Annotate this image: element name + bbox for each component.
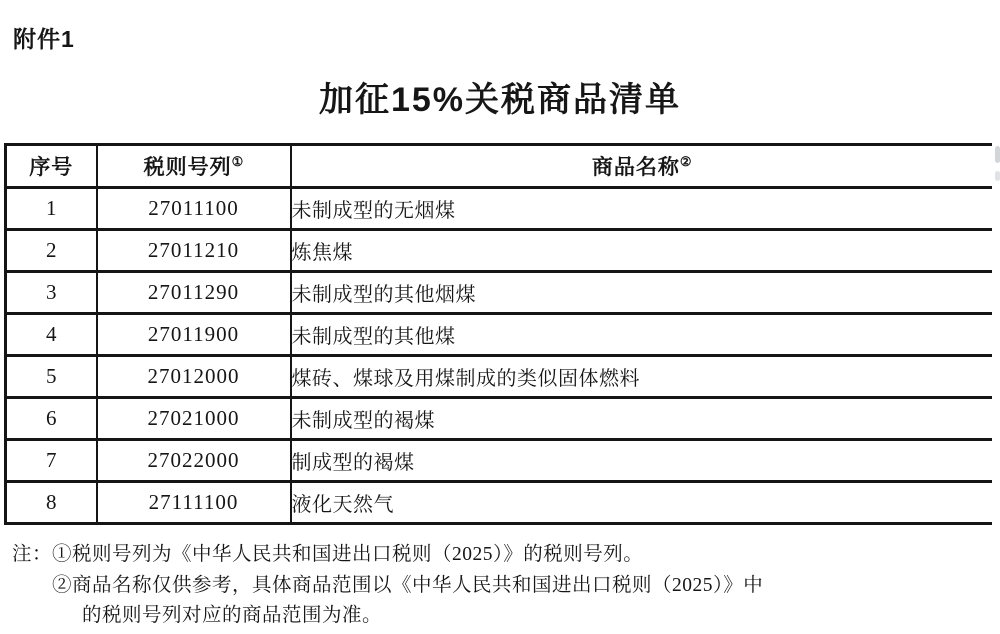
header-label: 序号 bbox=[29, 155, 74, 179]
table-row bbox=[6, 356, 993, 398]
cell-serial: 7 bbox=[6, 440, 97, 482]
cell-code: 27012000 bbox=[97, 356, 291, 398]
footnote-line: 的税则号列对应的商品范围为准。 bbox=[82, 605, 383, 626]
cell-serial: 3 bbox=[6, 272, 97, 314]
cell-code: 27111100 bbox=[97, 482, 291, 524]
cell-name: 液化天然气 bbox=[291, 482, 993, 524]
header-product-name bbox=[291, 145, 993, 188]
table-row bbox=[6, 230, 993, 272]
cell-code: 27022000 bbox=[97, 440, 291, 482]
cell-serial: 4 bbox=[6, 314, 97, 356]
cell-serial: 6 bbox=[6, 398, 97, 440]
scrollbar-thumb-icon bbox=[995, 146, 1000, 163]
footnote-line: ②商品名称仅供参考，具体商品范围以《中华人民共和国进出口税则（2025）》中 bbox=[52, 574, 764, 596]
cell-name: 未制成型的其他烟煤 bbox=[291, 272, 993, 314]
cell-code: 27011900 bbox=[97, 314, 291, 356]
cell-code: 27011290 bbox=[97, 272, 291, 314]
tariff-table bbox=[4, 143, 992, 525]
attachment-label: 附件1 bbox=[13, 26, 75, 52]
cell-name: 炼焦煤 bbox=[291, 230, 993, 272]
cell-name: 未制成型的褐煤 bbox=[291, 398, 993, 440]
cell-serial: 1 bbox=[6, 188, 97, 230]
cell-serial: 5 bbox=[6, 356, 97, 398]
header-label: 税则号列 bbox=[143, 155, 232, 179]
header-superscript: ② bbox=[679, 154, 692, 169]
cell-serial: 8 bbox=[6, 482, 97, 524]
cell-name: 制成型的褐煤 bbox=[291, 440, 993, 482]
header-serial-number bbox=[6, 145, 97, 188]
table-row bbox=[6, 188, 993, 230]
table-row bbox=[6, 398, 993, 440]
table-header-row bbox=[6, 145, 993, 188]
cell-code: 27011210 bbox=[97, 230, 291, 272]
cell-name: 未制成型的其他煤 bbox=[291, 314, 993, 356]
cell-name: 煤砖、煤球及用煤制成的类似固体燃料 bbox=[291, 356, 993, 398]
scrollbar-thumb-icon bbox=[995, 171, 1000, 181]
cell-serial: 2 bbox=[6, 230, 97, 272]
page-title: 加征15%关税商品清单 bbox=[318, 81, 682, 119]
header-label: 商品名称 bbox=[591, 155, 680, 179]
footnotes bbox=[12, 540, 987, 632]
table-row bbox=[6, 440, 993, 482]
cell-code: 27011100 bbox=[97, 188, 291, 230]
footnote-line: 注：①税则号列为《中华人民共和国进出口税则（2025）》的税则号列。 bbox=[12, 544, 644, 565]
header-superscript: ① bbox=[231, 154, 244, 169]
table-row bbox=[6, 314, 993, 356]
cell-code: 27021000 bbox=[97, 398, 291, 440]
table-row bbox=[6, 272, 993, 314]
scrollbar-thumb-artifact bbox=[994, 146, 1000, 181]
table-row bbox=[6, 482, 993, 524]
cell-name: 未制成型的无烟煤 bbox=[291, 188, 993, 230]
header-tariff-code bbox=[97, 145, 291, 188]
